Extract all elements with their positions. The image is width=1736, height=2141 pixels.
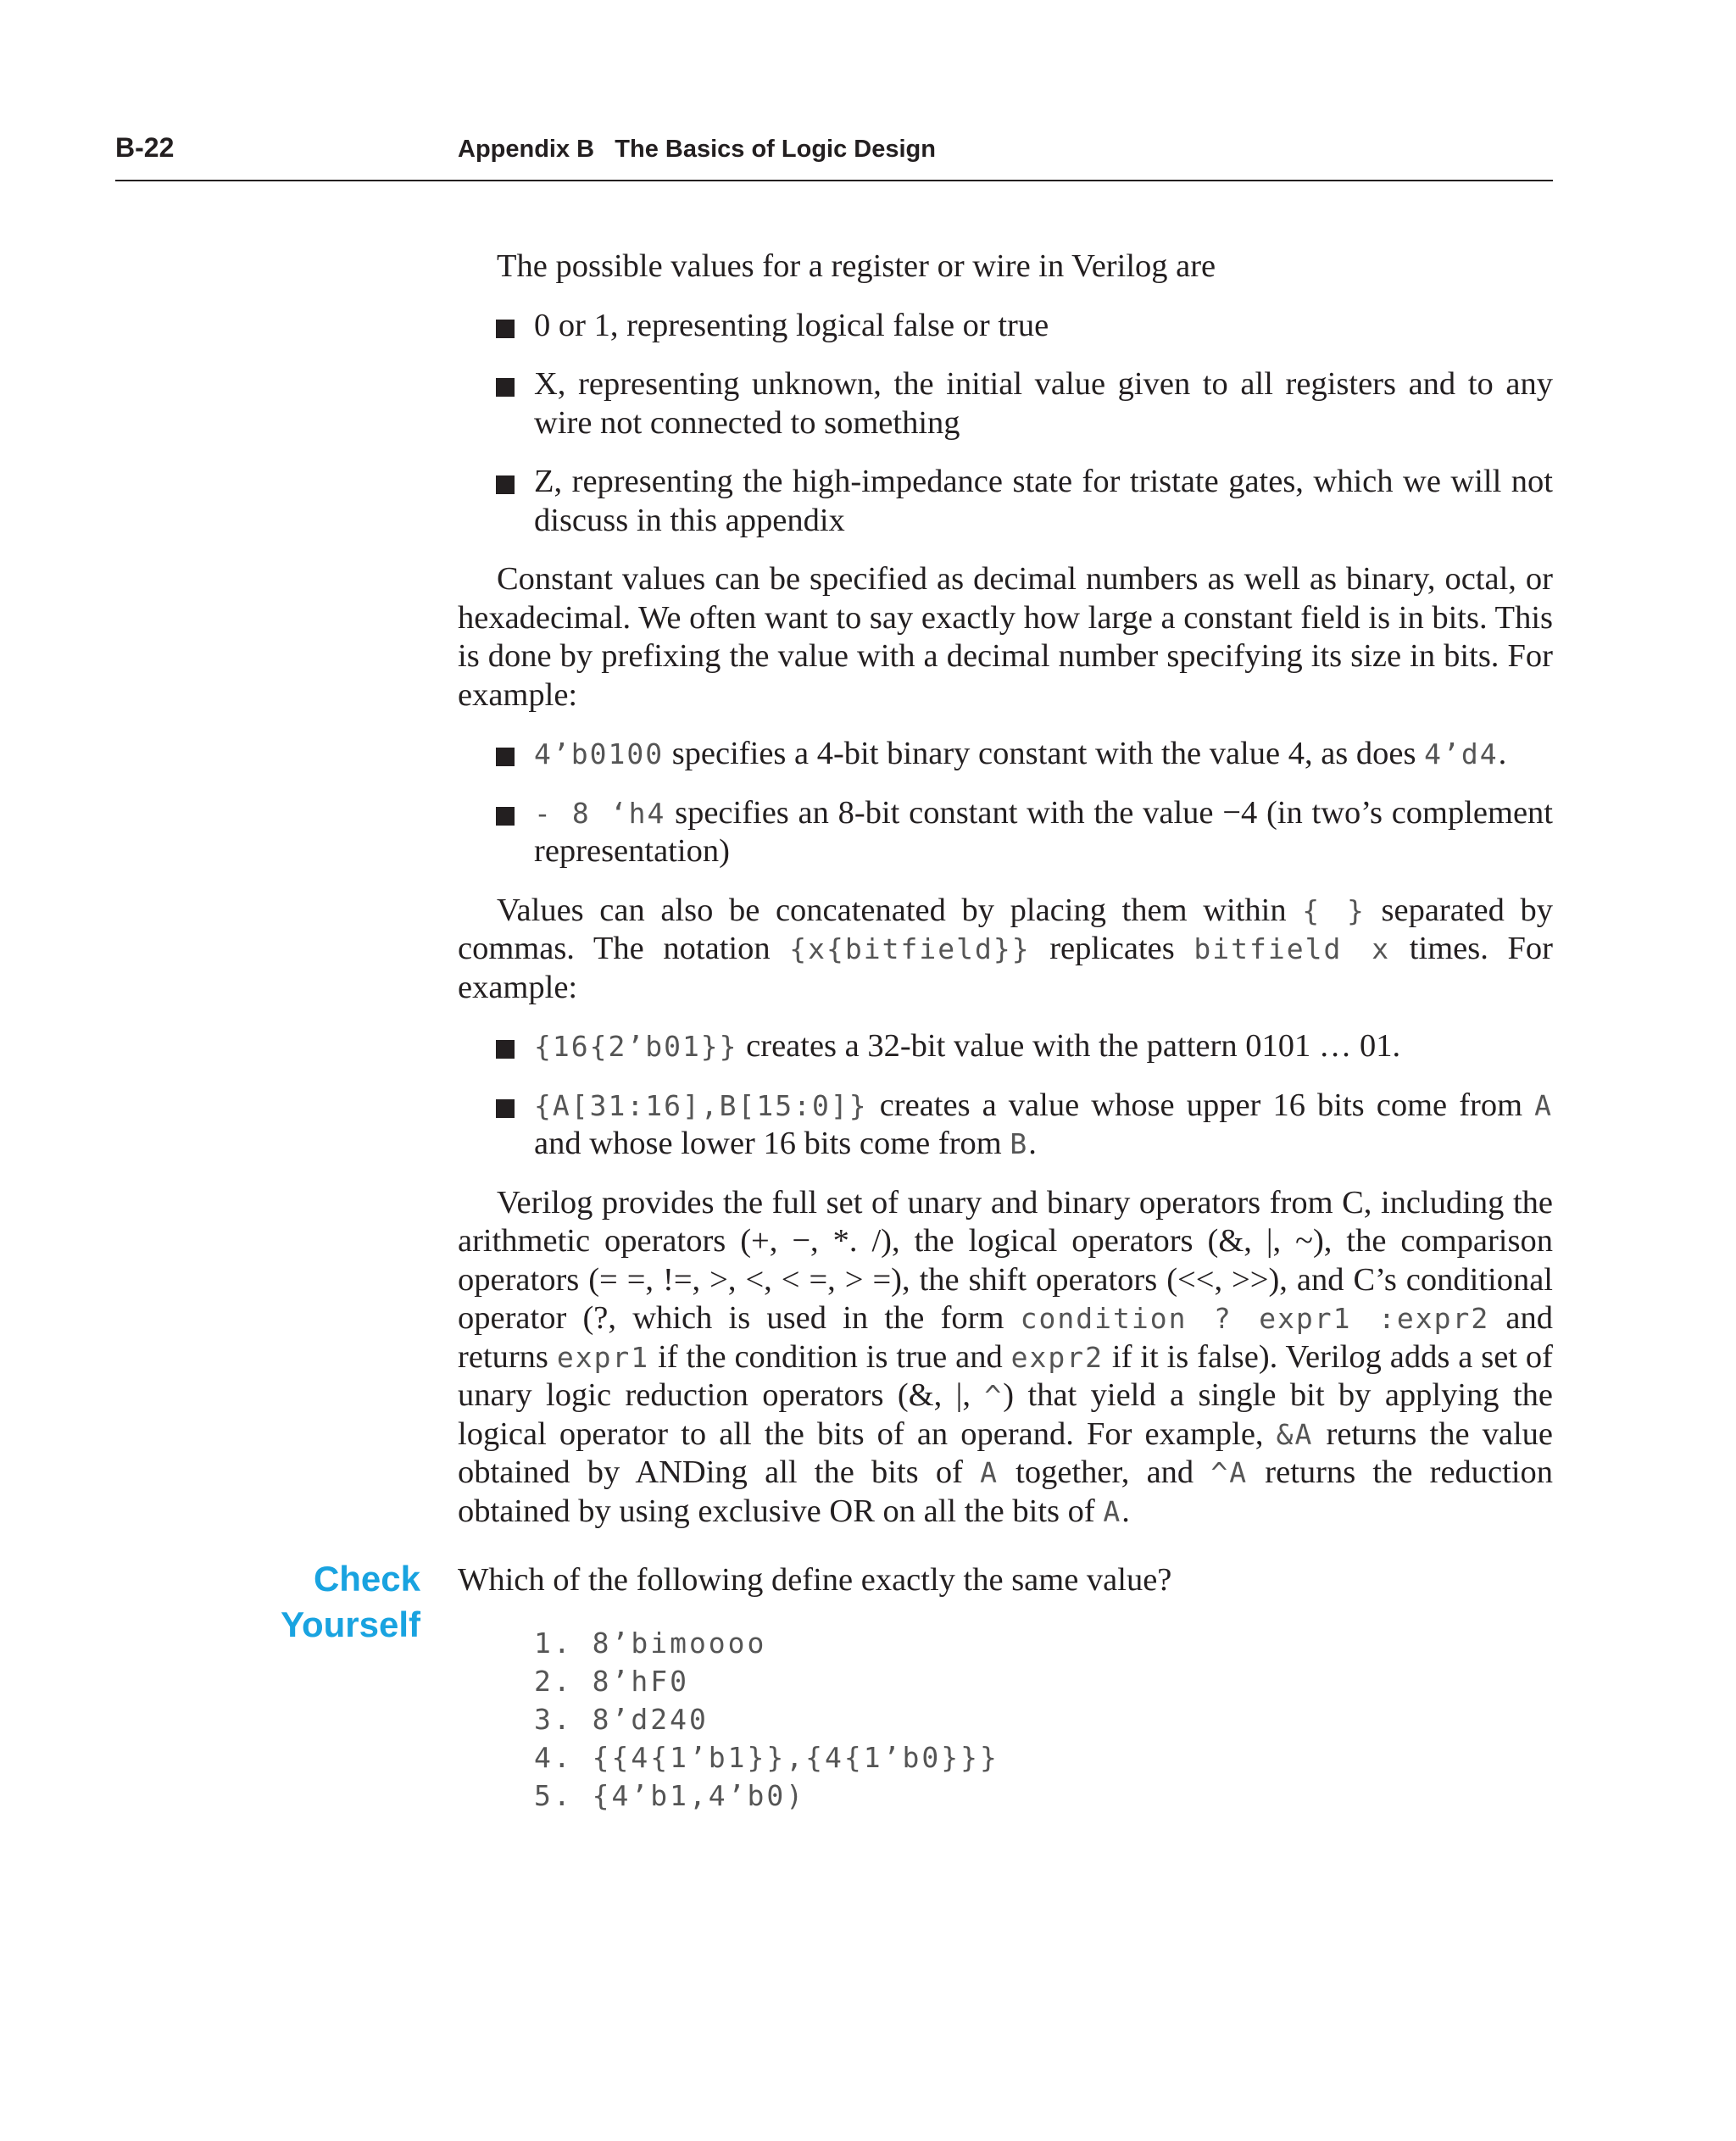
- check-yourself-label: [246, 1556, 420, 1648]
- list-item-text: specifies an 8-bit constant with the value −4 (in two’s complement representation): [534, 794, 1553, 869]
- code-snippet: A: [980, 1456, 999, 1489]
- answer-item: 3. 8’d240: [534, 1702, 709, 1736]
- text-run: .: [1121, 1493, 1130, 1529]
- square-bullet-icon: [496, 748, 515, 766]
- answer-item: 1. 8’bimoooo: [534, 1626, 767, 1660]
- code-snippet: 4’d4: [1424, 737, 1499, 770]
- code-snippet: ^A: [1210, 1456, 1249, 1489]
- list-item: [534, 735, 1553, 774]
- code-snippet: condition ? expr1 :expr2: [1020, 1302, 1490, 1335]
- text-run: if the condition is true and: [649, 1338, 1011, 1375]
- code-snippet: expr2: [1010, 1340, 1104, 1374]
- list-item: [534, 463, 1553, 540]
- values-list: [458, 307, 1553, 541]
- code-snippet: ^: [984, 1379, 1004, 1412]
- list-item-text: 0 or 1, representing logical false or true: [534, 307, 1049, 343]
- code-snippet: {x{bitfield}}: [789, 932, 1031, 965]
- check-question: Which of the following define exactly the same value?: [458, 1562, 1172, 1598]
- code-snippet: bitfield x: [1194, 932, 1391, 965]
- square-bullet-icon: [496, 1040, 515, 1059]
- yourself-label-line: Yourself: [281, 1604, 420, 1644]
- code-snippet: - 8 ‘h4: [534, 796, 666, 830]
- text-run: replicates: [1030, 931, 1194, 966]
- list-item-text: .: [1498, 736, 1507, 771]
- list-item-text: specifies a 4-bit binary constant with the value 4, as does: [664, 736, 1425, 771]
- code-snippet: &A: [1276, 1417, 1314, 1451]
- constants-list: [458, 735, 1553, 871]
- code-snippet: B: [1010, 1127, 1029, 1160]
- text-run: ) that yield a single bit by applying the logical operator to all the bits of an operand. For example,: [458, 1377, 1553, 1452]
- list-item-text: and whose lower 16 bits come from: [534, 1126, 1010, 1161]
- list-item-text: .: [1028, 1126, 1037, 1161]
- check-label-line: Check: [313, 1559, 420, 1599]
- code-snippet: 4’b0100: [534, 737, 665, 770]
- square-bullet-icon: [496, 320, 515, 338]
- code-snippet: expr1: [556, 1340, 650, 1374]
- code-snippet: {16{2’b01}}: [534, 1030, 738, 1063]
- text-run: and returns: [458, 1300, 1553, 1375]
- page-number: B-22: [115, 132, 175, 163]
- text-run: if it is false). Verilog adds a set of unary logic reduction operators (&, |,: [458, 1338, 1553, 1413]
- square-bullet-icon: [496, 1099, 515, 1118]
- constants-paragraph: Constant values can be specified as decimal numbers as well as binary, octal, or hexadecimal. We often want to say exactly how large a constant field is in bits. This is done by prefixing the value with a decimal number specifying its size in bits. For example:: [458, 561, 1553, 713]
- code-snippet: { }: [1302, 893, 1366, 927]
- text-run: together, and: [998, 1454, 1211, 1490]
- text-run: returns the value obtained by ANDing all the bits of: [458, 1415, 1553, 1490]
- code-snippet: A: [1103, 1494, 1122, 1528]
- text-run: Verilog provides the full set of unary and binary operators from C, including the arithmetic operators (+, −, *. /), the logical operators (&, |, ~), the comparison operators (= =, !=, >, <, < =, > =), the shift operators (<<, >>), and C’s conditional operator (?, which is used in the form: [458, 1184, 1553, 1336]
- square-bullet-icon: [496, 807, 515, 826]
- text-run: returns the reduction obtained by using exclusive OR on all the bits of: [458, 1454, 1554, 1529]
- running-head: Appendix B The Basics of Logic Design: [458, 136, 936, 163]
- answer-item: 5. {4’b1,4’b0): [534, 1778, 806, 1812]
- answer-item: 2. 8’hF0: [534, 1664, 689, 1698]
- list-item: [534, 794, 1553, 871]
- list-item-text: creates a value whose upper 16 bits come from: [867, 1087, 1535, 1123]
- main-text: [458, 247, 1553, 1531]
- list-item-text: X, representing unknown, the initial value given to all registers and to any wire not connected to something: [534, 366, 1553, 441]
- list-item: [534, 1087, 1553, 1164]
- concat-paragraph: [458, 892, 1553, 1008]
- list-item: [534, 365, 1553, 442]
- answer-list: [534, 1624, 1553, 1815]
- square-bullet-icon: [496, 378, 515, 397]
- list-item: [534, 1027, 1553, 1066]
- answer-item: 4. {{4{1’b1}},{4{1’b0}}}: [534, 1740, 999, 1774]
- concat-list: [458, 1027, 1553, 1164]
- list-item: [534, 307, 1553, 346]
- square-bullet-icon: [496, 475, 515, 494]
- code-snippet: {A[31:16],B[15:0]}: [534, 1088, 868, 1122]
- list-item-text: Z, representing the high-impedance state for tristate gates, which we will not discuss in this appendix: [534, 464, 1553, 538]
- intro-paragraph: The possible values for a register or wire in Verilog are: [497, 248, 1216, 284]
- text-run: times. For example:: [458, 931, 1553, 1005]
- page-header: [115, 127, 1553, 181]
- list-item-text: creates a 32-bit value with the pattern 0101 … 01.: [737, 1028, 1401, 1064]
- operators-paragraph: [458, 1184, 1553, 1532]
- code-snippet: A: [1534, 1088, 1553, 1122]
- check-yourself-section: [458, 1561, 1553, 1815]
- text-run: separated by commas. The notation: [458, 892, 1553, 966]
- header-rule: [115, 180, 1553, 181]
- text-run: Values can also be concatenated by placing them within: [497, 892, 1303, 928]
